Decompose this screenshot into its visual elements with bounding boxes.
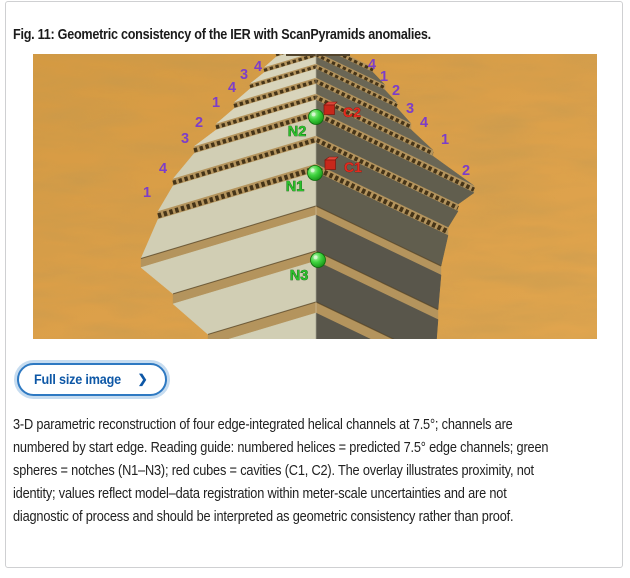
channel-number: 1 bbox=[142, 185, 152, 201]
channel-number: 4 bbox=[253, 59, 263, 75]
caption-line: numbered by start edge. Reading guide: numbered helices = predicted 7.5° edge channels; green bbox=[13, 440, 549, 456]
cavity-cube bbox=[324, 105, 335, 115]
notch-sphere bbox=[308, 166, 323, 181]
cavity-label: C1 bbox=[344, 159, 362, 175]
channel-number: 4 bbox=[419, 115, 429, 131]
sphere-highlight bbox=[314, 255, 318, 259]
figure-title: Fig. 11: Geometric consistency of the IER with ScanPyramids anomalies. bbox=[13, 26, 431, 43]
caption-line: 3-D parametric reconstruction of four edge-integrated helical channels at 7.5°; channels are bbox=[13, 417, 513, 433]
notch-sphere bbox=[311, 253, 326, 268]
caption-line: diagnostic of process and should be interpreted as geometric consistency rather than proof. bbox=[13, 509, 514, 525]
cavity-cube bbox=[325, 160, 336, 170]
notch-label: N2 bbox=[287, 124, 307, 140]
channel-number: 2 bbox=[461, 163, 471, 179]
chevron-right-icon: ❯ bbox=[137, 372, 148, 386]
figure-caption bbox=[13, 414, 617, 529]
channel-number: 3 bbox=[180, 131, 190, 147]
channel-number: 1 bbox=[440, 132, 450, 148]
notch-label: N1 bbox=[285, 179, 305, 195]
full-size-image-label: Full size image bbox=[34, 371, 121, 387]
channel-number: 3 bbox=[405, 101, 415, 117]
channel-number: 1 bbox=[379, 69, 389, 85]
cavity-label: C2 bbox=[343, 104, 361, 120]
channel-number: 4 bbox=[367, 57, 377, 73]
figure-image[interactable] bbox=[33, 54, 597, 339]
caption-line: identity; values reflect model–data registration within meter-scale uncertainties and are not bbox=[13, 486, 507, 502]
channel-number: 4 bbox=[227, 80, 237, 96]
pyramid-3d-render bbox=[33, 54, 597, 339]
figure-panel bbox=[5, 1, 623, 568]
channel-number: 4 bbox=[158, 161, 168, 177]
channel-number: 2 bbox=[194, 115, 204, 131]
sphere-highlight bbox=[311, 168, 315, 172]
summit-blocks bbox=[286, 54, 350, 56]
full-size-image-button[interactable] bbox=[17, 363, 167, 396]
channel-number: 3 bbox=[239, 67, 249, 83]
notch-label: N3 bbox=[289, 268, 309, 284]
channel-number: 1 bbox=[211, 95, 221, 111]
sphere-highlight bbox=[312, 112, 316, 116]
channel-number: 2 bbox=[391, 83, 401, 99]
notch-sphere bbox=[309, 110, 324, 125]
caption-line: spheres = notches (N1–N3); red cubes = cavities (C1, C2). The overlay illustrates proximity, not bbox=[13, 463, 534, 479]
